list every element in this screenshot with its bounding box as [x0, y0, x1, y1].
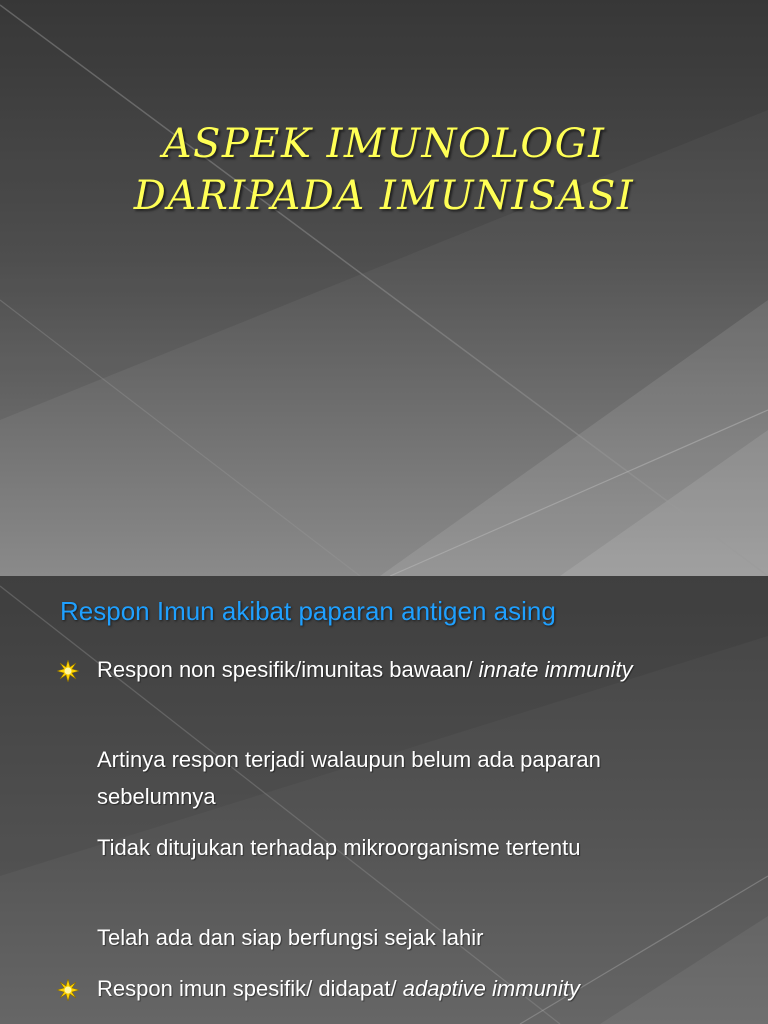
bullet-text: Respon non spesifik/imunitas bawaan/ — [97, 657, 479, 682]
bullet-item-adaptive — [97, 970, 657, 1007]
sub-item: Artinya respon terjadi walaupun belum ada paparan sebelumnya — [97, 747, 601, 809]
sunburst-icon — [57, 979, 79, 1001]
bullet-item-innate — [97, 651, 697, 688]
sunburst-icon — [57, 660, 79, 682]
sub-item: Telah ada dan siap berfungsi sejak lahir — [97, 925, 484, 950]
bullet-text: Respon imun spesifik/ didapat/ — [97, 976, 403, 1001]
slide-heading: Respon Imun akibat paparan antigen asing — [60, 596, 556, 626]
sub-item: Tidak ditujukan terhadap mikroorganisme tertentu — [97, 835, 581, 860]
bullet-text-italic: adaptive immunity — [402, 976, 581, 1001]
slide-title-line-1: ASPEK IMUNOLOGI — [162, 121, 606, 167]
slide-title-line-2: DARIPADA IMUNISASI — [133, 173, 635, 219]
bullet-text-italic: innate immunity — [478, 657, 633, 682]
content-slide — [0, 576, 768, 1024]
